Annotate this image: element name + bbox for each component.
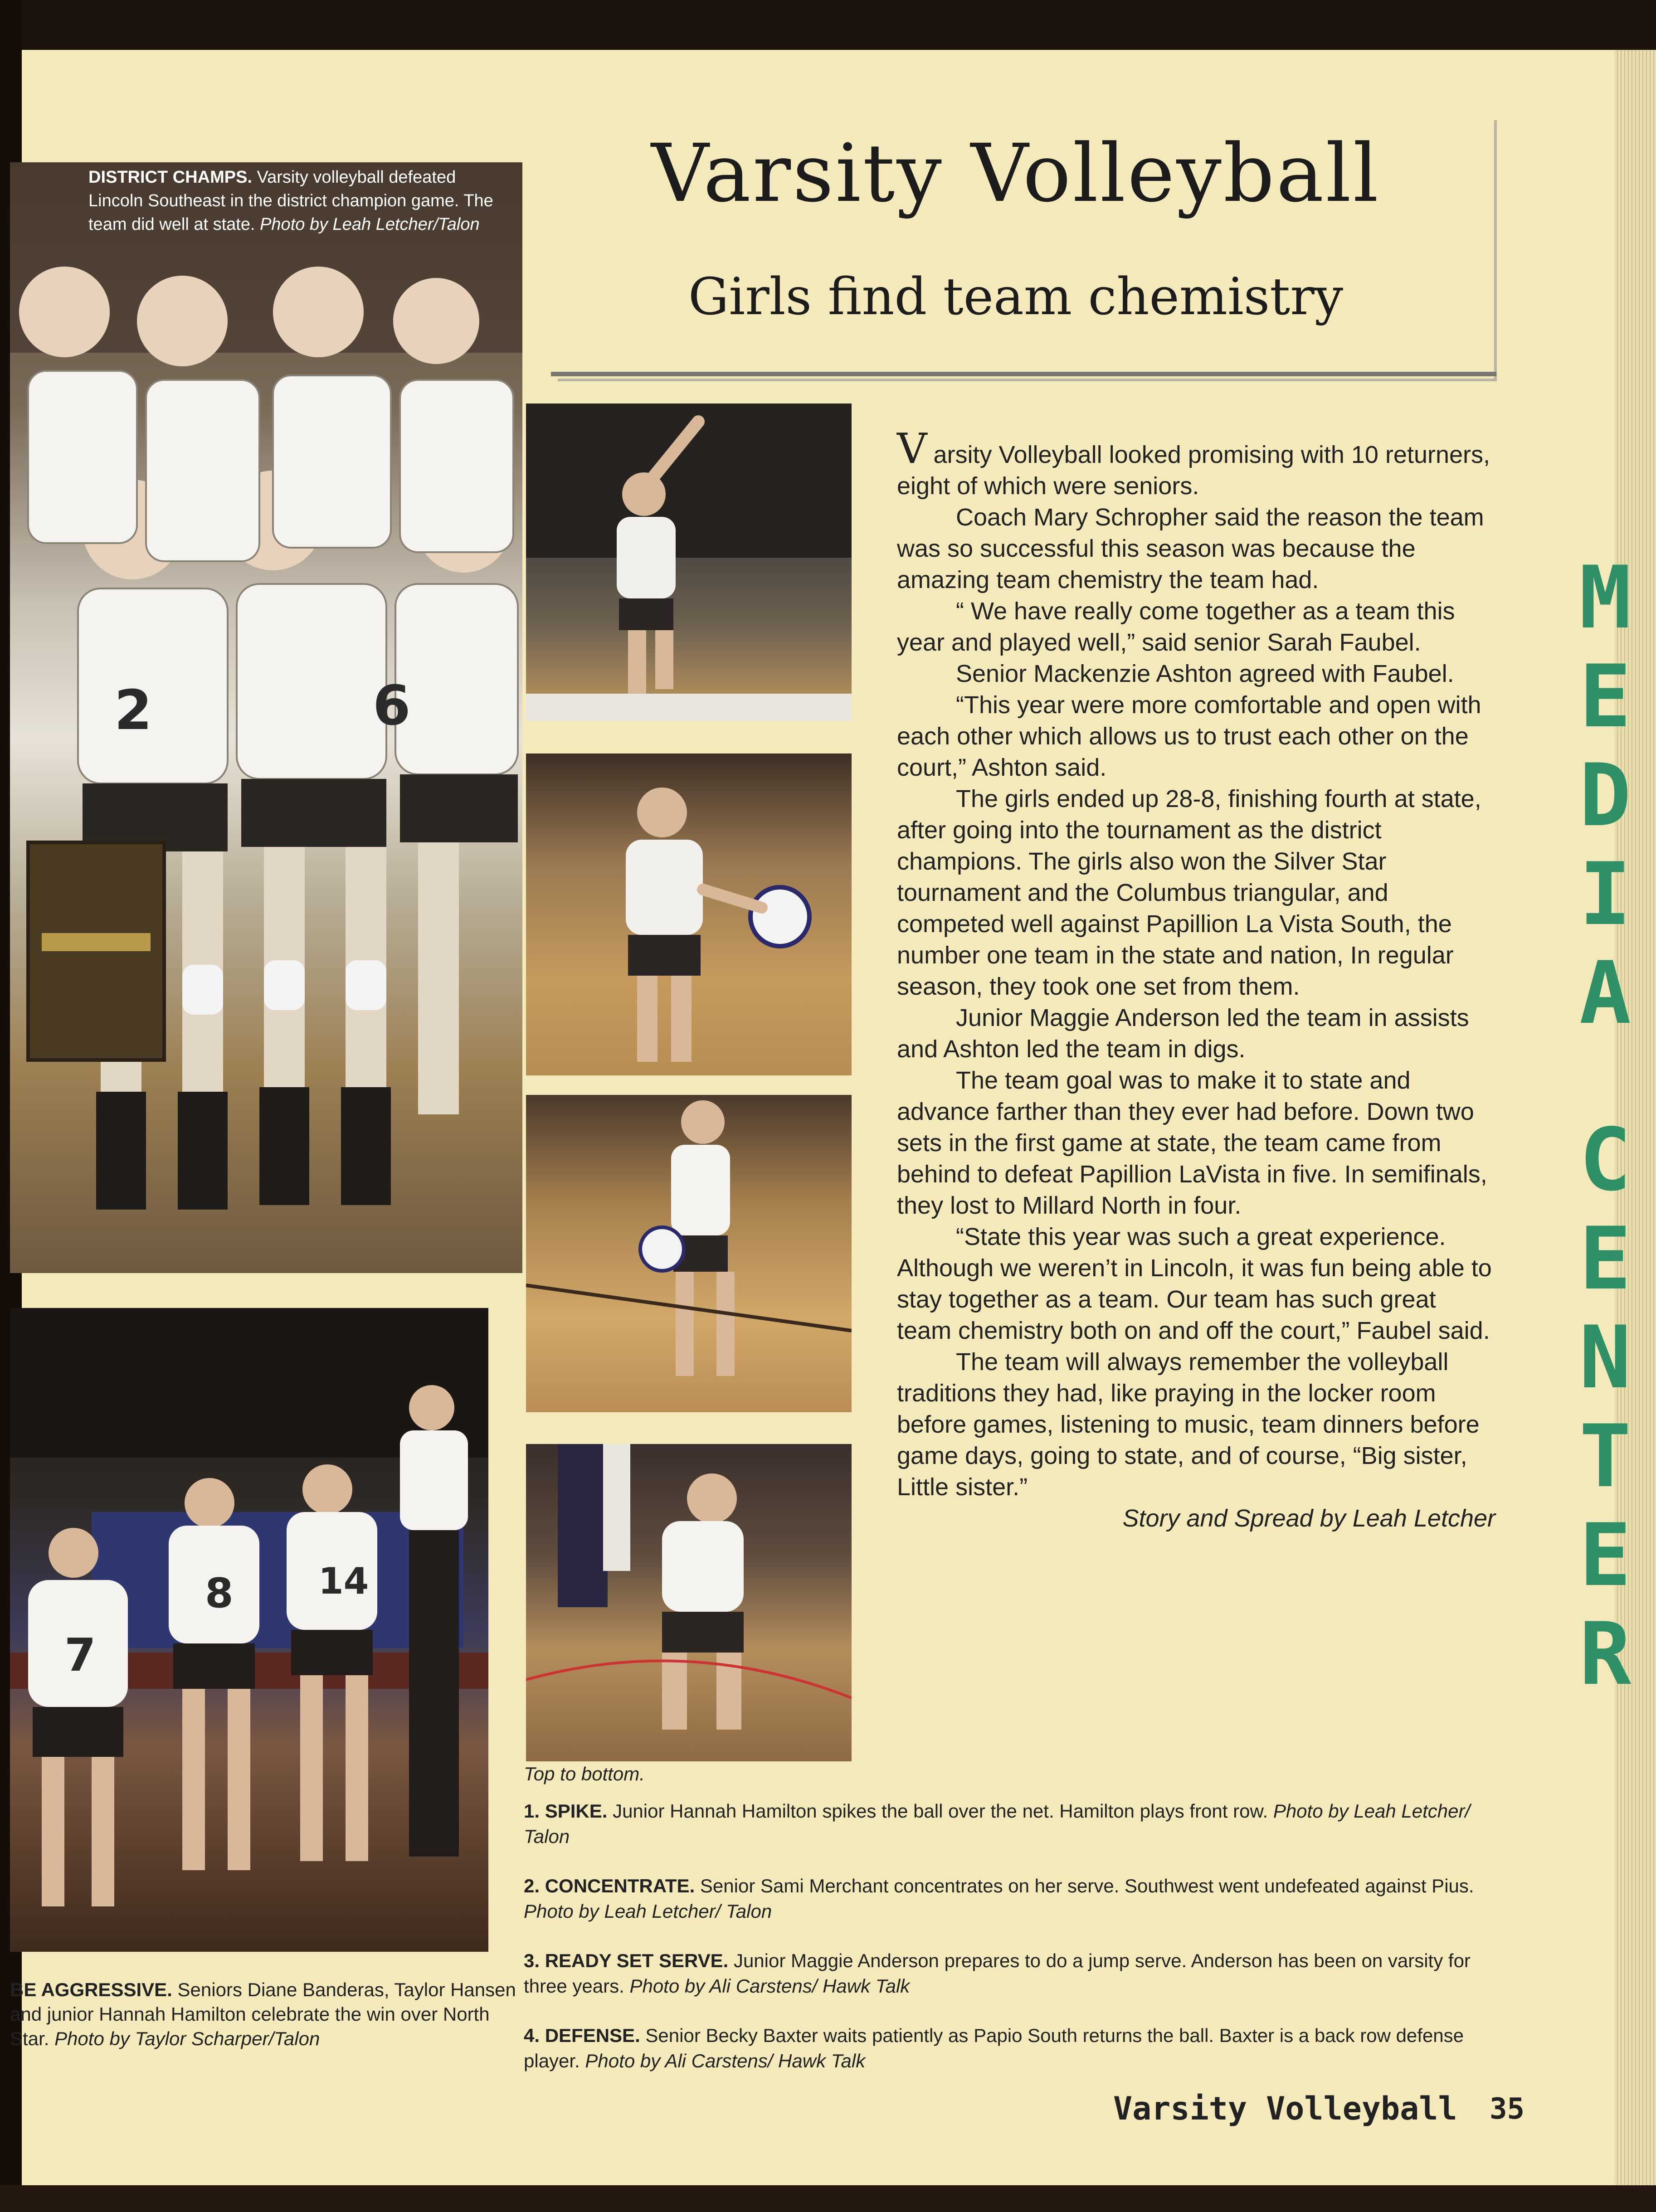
photo-defense <box>526 1444 852 1761</box>
story-paragraph: “State this year was such a great experience. Although we weren’t in Lincoln, it was fun being able to stay together as a team. Our team has such great team chemistry both on and off the court,” Faubel said. <box>897 1223 1492 1344</box>
svg-text:14: 14 <box>318 1560 369 1602</box>
caption-label: 3. READY SET SERVE. <box>524 1950 729 1971</box>
be-aggressive-caption-credit: Photo by Taylor Scharper/Talon <box>54 2028 320 2049</box>
story-paragraph: “ We have really come together as a team this year and played well,” said senior Sarah Faubel. <box>897 598 1455 656</box>
story-paragraph: The girls ended up 28-8, finishing fourth at state, after going into the tournament as the district champions. The girls also won the Silver Star tournament and the Columbus triangular, and competed well against Papillion La Vista South, the number one team in the state and nation, In regular season, they took one set from them. <box>897 785 1481 1000</box>
stamp-letter: R <box>1579 1604 1632 1704</box>
story-byline: Story and Spread by Leah Letcher <box>1122 1505 1495 1532</box>
story-paragraph: The team goal was to make it to state and advance farther than they ever had before. Down two sets in the first game at state, the team came from behind to defeat Papillion LaVista in five. In semifinals, they lost to Millard North in four. <box>897 1067 1487 1219</box>
scan-bottom-edge <box>0 2185 1656 2212</box>
caption-item <box>524 1873 1494 1924</box>
story-paragraph <box>897 424 1495 502</box>
caption-item <box>524 1948 1494 1999</box>
caption-credit: Photo by Ali Carstens/ Hawk Talk <box>585 2050 866 2071</box>
svg-text:8: 8 <box>205 1570 234 1617</box>
caption-text: Senior Becky Baxter waits patiently as Papio South returns the ball. Baxter is a back row defense player. <box>524 2025 1464 2071</box>
spike-illustration <box>526 404 852 721</box>
caption-text: Junior Maggie Anderson prepares to do a jump serve. Anderson has been on varsity for three years. <box>524 1950 1471 1997</box>
team-photo-district-champs <box>10 162 522 1273</box>
stamp-letter: N <box>1579 1308 1632 1408</box>
caption-text: Junior Hannah Hamilton spikes the ball over the net. Hamilton plays front row. <box>607 1800 1273 1822</box>
story-paragraph: Coach Mary Schropher said the reason the team was so successful this season was because the amazing team chemistry the team had. <box>897 504 1484 593</box>
photo-concentrate <box>526 754 852 1075</box>
story-paragraph: Senior Mackenzie Ashton agreed with Faubel. <box>956 660 1454 687</box>
title-underline-rule <box>551 372 1496 376</box>
photo-captions <box>524 1761 1494 2098</box>
be-aggressive-caption-label: BE AGGRESSIVE. <box>10 1979 172 2000</box>
stamp-letter: E <box>1579 1505 1632 1605</box>
photo-be-aggressive <box>10 1308 488 1952</box>
page-title: Varsity Volleyball <box>651 127 1380 220</box>
stamp-letter: E <box>1579 1209 1632 1309</box>
stamp-letter: C <box>1579 1110 1632 1210</box>
media-center-stamp <box>1578 549 1632 1704</box>
be-aggressive-caption <box>10 1978 518 2051</box>
caption-label: 2. CONCENTRATE. <box>524 1875 695 1896</box>
stamp-letter: A <box>1579 943 1632 1043</box>
story-paragraph: Junior Maggie Anderson led the team in assists and Ashton led the team in digs. <box>897 1004 1469 1063</box>
caption-credit: Photo by Ali Carstens/ Hawk Talk <box>629 1975 910 1997</box>
stamp-letter: D <box>1579 745 1632 846</box>
page-number: 35 <box>1490 2092 1525 2126</box>
district-champs-caption-credit: Photo by Leah Letcher/Talon <box>260 215 480 234</box>
stamp-letter: E <box>1579 647 1632 747</box>
be-aggressive-caption-text: Seniors Diane Banderas, Taylor Hansen and junior Hannah Hamilton celebrate the win over North Star. <box>10 1979 516 2049</box>
district-champs-caption-text: Varsity volleyball defeated Lincoln Southeast in the district champion game. The team did well at state. <box>88 168 493 234</box>
stamp-letter: M <box>1579 548 1632 648</box>
district-champs-caption-label: DISTRICT CHAMPS. <box>88 168 252 187</box>
caption-credit: Photo by Leah Letcher/ Talon <box>524 1901 772 1922</box>
story-paragraph-text: arsity Volleyball looked promising with 10 returners, eight of which were seniors. <box>897 441 1490 500</box>
captions-intro: Top to bottom. <box>524 1763 645 1784</box>
svg-text:7: 7 <box>64 1629 96 1682</box>
story-paragraph: “This year were more comfortable and open with each other which allows us to trust each other on the court,” Ashton said. <box>897 691 1481 781</box>
district-champs-caption <box>88 165 497 236</box>
photo-spike <box>526 404 852 721</box>
serve-illustration <box>526 1095 852 1412</box>
defense-illustration <box>526 1444 852 1761</box>
stamp-letter: I <box>1579 844 1632 944</box>
scan-top-edge <box>0 0 1656 50</box>
story-body <box>897 424 1495 1534</box>
drop-cap: V <box>897 424 927 473</box>
stamp-spacer <box>1578 1043 1632 1111</box>
story-paragraph: The team will always remember the volleyball traditions they had, like praying in the locker room before games, listening to music, team dinners before game days, going to state, and of course, “Big sister, Little sister.” <box>897 1348 1480 1501</box>
caption-credit: Photo by Leah Letcher/ Talon <box>524 1800 1471 1847</box>
svg-text:2: 2 <box>114 679 152 742</box>
team-photo-illustration <box>10 162 522 1273</box>
footer-section-label: Varsity Volleyball <box>1113 2090 1457 2127</box>
page-subtitle: Girls find team chemistry <box>688 267 1344 326</box>
stamp-letter: T <box>1579 1406 1632 1507</box>
concentrate-illustration <box>526 754 852 1075</box>
caption-item <box>524 2023 1494 2074</box>
svg-text:6: 6 <box>373 675 411 738</box>
caption-label: 1. SPIKE. <box>524 1800 608 1822</box>
caption-text: Senior Sami Merchant concentrates on her serve. Southwest went undefeated against Pius. <box>695 1875 1474 1896</box>
caption-item <box>524 1799 1494 1849</box>
photo-ready-set-serve <box>526 1095 852 1412</box>
caption-label: 4. DEFENSE. <box>524 2025 640 2046</box>
celebration-illustration <box>10 1308 488 1952</box>
